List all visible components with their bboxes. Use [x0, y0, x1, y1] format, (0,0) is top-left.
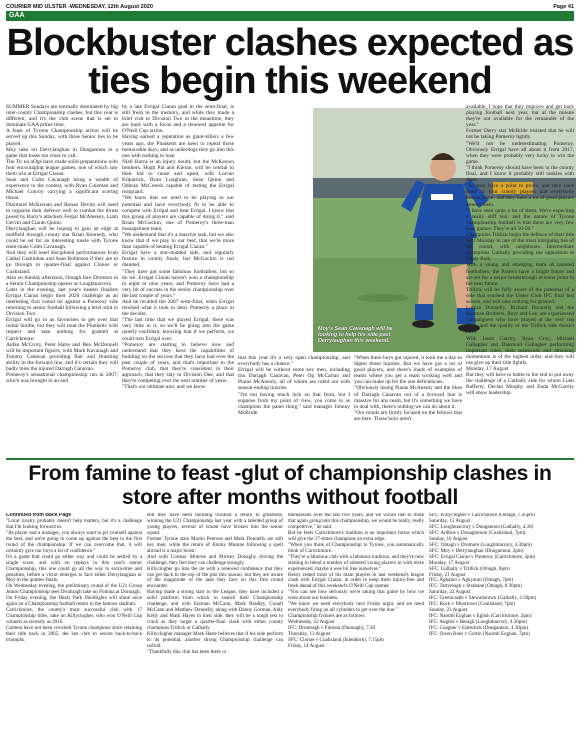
- paragraph: With a young and emerging team of talented footballers, the Pastors have a bright future and are set for a major breakthrough at some point in the near future.: [466, 262, 574, 287]
- paragraph: "We understand that it's a massive task, but we also know that if we play to our best, that we're more than capable of beating Errigal Ciaran.": [122, 231, 234, 251]
- article-column-3: [238, 355, 350, 455]
- paragraph: On Friday evening, the Healy Park floodlights will shine once again on a Championship football return to the famous stadium.: [6, 595, 142, 608]
- fixture-item: Saturday, 22 August: [429, 589, 471, 596]
- paragraph: Thursday, 13 August: [288, 631, 331, 638]
- paragraph: "Obviously losing Piaras McAnenly and the likes of Darragh Canavan out of a forward line is massive for any team, but it's something we have to deal with, there's nothing we can do about it.: [354, 385, 462, 410]
- paragraph: And they will need disciplined performances from Cathal Cashinhan and Sean Robinson if they are to go through to quarter-final against Clonoe or Coalisland.: [6, 250, 118, 275]
- fixture-item: SFC: Omagh v Dromore (Loughmacrory, 4.30pm): [429, 541, 532, 548]
- paragraph: Niall Burns is an injury doubt, but the McKeown brothers, Hugh Pat and Kieran, will be central to their bid to cause and upset, with Lorcan Kilpatrick, Ryan Loughran, Sean Quinn and Odhran McCreesh capable of testing the Errigal rearguard.: [122, 158, 234, 196]
- paragraph: "As player and a manager, you always want to pit yourself against the best, and we're going to come up against the best in the first round of the championship. If we can overcome that, it will certainly give our boys a lot of confidence.": [6, 529, 142, 554]
- paragraph: "Local rivalry probably doesn't help matters, but it's a challenge that I'm looking forward to.: [6, 517, 142, 530]
- paragraph: The Tir na nOgs have made solid preparations with four encouraging league games, one of which saw them win at Errigal Ciaran.: [6, 158, 118, 178]
- paragraph: "When you think of Championship in Tyrone, you automatically think of Carrickmore.: [288, 541, 424, 554]
- paragraph: It's a game that could go either way and could be settled by a single score, and with no replays in this year's senior Championship, this one could go all the way to extra-time and penalties, before a victor emerges to face either Derrylaughan or Moy in the quarter-finals.: [6, 553, 142, 584]
- paragraph: that this year it's a very open championship, and everybody has a chance.": [238, 355, 350, 368]
- paragraph: SFC: Clonoe v Coalisland (Edendork), 7.15pm: [288, 637, 384, 644]
- paragraph: Also on Sunday afternoon, Omagh face Dromore in a Senior Championship opener at Loughmacrory.: [6, 274, 118, 287]
- paragraph: Trillick will be fully aware of the potential of a side that reached the Ulster Club IFC final last season, and will take nothing for granted.: [466, 286, 574, 305]
- fixtures-list: [429, 513, 574, 735]
- paragraph: "Pomeroy are starting to believe now and understand that they have the capabilities of building on the success that they have had over the past couple of years, and that's important to the Pomeroy club, that they're consistent in their approach, that they stay in Division One, and that they're competing over the next number of years.: [122, 341, 234, 385]
- paragraph: "They're a fabulous club with a fabulous tradition, and they're now starting to blend a number of talented young players in with more experienced, maybe a wee bit like ourselves.": [288, 553, 424, 572]
- paragraph: Wednesday, 12 August: [288, 619, 335, 626]
- paragraph: "I have seen quite a lot of them. We're expecting a really stiff test, and the nature of Tyrone championship football is that there are very few easy games. They're all 50-50.": [466, 207, 574, 232]
- paragraph: On Wednesday evening, the preliminary round of the U21 Group Junior Championship sees Drumragh take on Fintona at Dunnagh.: [6, 583, 142, 596]
- paragraph: But he feels Carrickmore's tradition is an important factor which will give the 17-times champions an extra edge.: [288, 529, 424, 542]
- paragraph: A feast of Tyrone Championship action will be served up this Sunday, with three Senior ties to be played.: [6, 128, 118, 147]
- fixture-item: Sunday, 16 August: [429, 535, 468, 542]
- paragraph: "I think Pomeroy should have been in the county final, and I know it probably still rankles with them.: [466, 164, 574, 184]
- paragraph: "Thankfully this club has been there or: [147, 648, 227, 655]
- paragraph: "When these boys got injured, it took me a day to digest those injuries. But we have got a lot of good players, and there's loads of examples of teams where you get a team working well and you can make up for the one deficiencies.: [354, 355, 462, 386]
- paragraph: Champions Trillick begin the defence of their title next Monday in one of the most intriguing ties of the round, with neighbours Intermediate champions Galbally providing the opposition at Healy Park.: [466, 231, 574, 263]
- fixture-item: SFC: Moy v Derrylaughan (Dungannon, 2pm): [429, 547, 524, 554]
- paragraph: Errigal will be without some key men, including trio Darragh Canavan, Peter Og McCartan and Piaras McAnenly, all of whom are ruled out with season-ending injuries.: [238, 367, 350, 392]
- paragraph: "So they have a point to prove, and they have three or four county players that everybody knows about, and they have a lot of good players around them.: [466, 183, 574, 208]
- fixture-item: SFC: Ardboe v Donaghmore (Coalisland, 7pm): [429, 529, 526, 536]
- second-headline: From famine to feast -glut of championship clashes in store after months without football: [28, 462, 552, 509]
- publication-date: COURIER MID ULSTER -WEDNESDAY, 12th August 2020: [6, 3, 153, 10]
- paragraph: "They have got some fabulous footballers, but so do we. Errigal Ciaran haven't won a championship in eight or nine years, and Pomeroy have had a very bit of success in the senior championship over the last couple of years.": [122, 268, 234, 299]
- fixture-item: IFC: Coagher v Edendork (Dungannon, 4.30pm): [429, 625, 529, 632]
- fixture-item: IFC: Naomh Eoghan v Eglish (Carrickmore, 2pm): [429, 613, 532, 620]
- paragraph: Friday, 14 August: [288, 642, 325, 649]
- paragraph: IFC: Drumragh v Fintona (Dunnagh), 7.30: [288, 625, 376, 632]
- paragraph: But they will have to battle to the end to put away the challenge of a Galbally side for whom Liam Rafferty, Declan Murphy and Enda McGarrity will show leadership.: [466, 372, 574, 397]
- paragraph: Errigal have a star-studded side, and regularly feature in county finals, but McGuckin is not daunted.: [122, 250, 234, 269]
- paragraph: "I'm not having much luck on that front, but I suppose from my point of view, you come in as champions the panel thing," said manager Johnny McBride.: [238, 391, 350, 416]
- fixture-item: Saturday, 15 August: [429, 517, 471, 524]
- fixture-item: SFC: Galbally v Trillick (Omagh, 8pm): [429, 565, 510, 572]
- page-number: Page 41: [553, 3, 574, 10]
- paragraph: And with Cormac Munroe and Mickey Donaghy driving the challenge, they feel they can challenge strongly.: [147, 553, 283, 566]
- fixture-item: SFC: Killyclogher v Carrickmore (Omagh, 7.45pm): [429, 513, 535, 518]
- paragraph: Errigal will go in as favourites to get over that initial hurdle, but they will treat the Plunketts with respect and take nothing for granted at Carrickmore.: [6, 317, 118, 342]
- main-headline: Blockbuster clashes expected as ties begin this weekend: [6, 22, 574, 102]
- paragraph: Sean and Colm Cavanagh bring a wealth of experience to the contest, with Ryan Coleman and Michael Conroy carrying a significant scoring threat.: [6, 177, 118, 202]
- page-header: [6, 2, 574, 11]
- fixture-item: SFC: Loughmacrory v Dungannon (Galbally, 4.30): [429, 523, 534, 530]
- fixture-item: IFC: Rock v Moortown (Coalisland, 7pm): [429, 601, 516, 608]
- paragraph: Championship fixtures are as follows:: [288, 613, 366, 620]
- section-label: GAA: [6, 11, 574, 21]
- paragraph: "Our minds are firmly focused on the fellows that are here. Those boys aren't: [354, 409, 462, 422]
- photo-caption: Moy's Sean Cavanagh will be looking to help his side past Derrylaughan this weekend.: [318, 326, 393, 345]
- paragraph: "You can see how seriously we're taking that game by how we went about our business.: [288, 589, 424, 602]
- fixture-item: Monday, 17 August: [429, 559, 469, 566]
- paragraph: Having earned a reputation as giant-killers a few years ago, the Plunketts are keen to repeat those memorable days, and as underdogs they go into this one with nothing to lose.: [122, 134, 234, 159]
- bottom-column-3: [288, 513, 424, 735]
- paragraph: "We'll not be underestimating Pomeroy. Obviously Errigal have all about it from 2017, when they were probably very lucky to win the game.: [466, 140, 574, 165]
- paragraph: Monday, 17 August: [466, 366, 509, 373]
- paragraph: "That's our ultimate aim, and we know: [122, 384, 206, 391]
- paragraph: Aidan McCrory, Peter Harte and Ben McDonnell will be important figures, with Mark Kavanagh and Tommy Canavan providing flair and finishing ability in the forward line, and it's certain they will badly miss the injured Darragh Canavan.: [6, 341, 118, 373]
- paragraph: Killyclogher manager Mark Harte believes that if his side perform to its potential, another strong Championship challenge can unfold.: [147, 631, 283, 649]
- paragraph: "We know that we need to be playing to our potential and have everybody fit to be able to compete with Errigal and beat Errigal. I know that this group of players are capable of doing it," said Brian McGuckin, one of Pomeroy's three-man management team.: [122, 195, 234, 232]
- fixture-item: IFC: Owen Roes v Gortin (Naomh Eoghan, 7pm): [429, 631, 530, 638]
- article-column-4: [354, 355, 462, 455]
- paragraph: Killyclogher go into the tie with a renewed confidence that they can get back to the top of the pile this season, but they are aware of the magnitude of the task they face on this first round encounter.: [147, 565, 283, 590]
- fixture-item: IFC: Aghaloo v Aghyaran (Omagh, 7pm): [429, 577, 514, 584]
- fixture-item: Sunday, 23 August: [429, 607, 468, 614]
- paragraph: Henry rested most of his main players in last weekend's league clash with Errigal Ciaran, in order to keep them injury-free and fresh ahead of this weekend's O'Neill Cup opener.: [288, 571, 424, 590]
- fixture-item: IFC: Augher v Beragh (Loughmacrory, 4.30pm): [429, 619, 527, 626]
- paragraph: And he recalled the 2007 semi-final, when Errigal mocked what it took to deny Pomeroy a place in the decider.: [122, 299, 234, 318]
- paragraph: Derrylaughan will be hoping to gain an edge at midfield through county star Brian Kennedy, who could be set for an interesting tussle with Tyrone team-mate Colm Cavanagh.: [6, 225, 118, 251]
- paragraph: Lorcan Donnelly, Richard Donnelly and the Brennan Brothers, Rory and Lee, are experienced campaigners who have played at the very top level, and the quality of the Trillick side doesn't have.: [466, 305, 574, 336]
- fixture-item: SFC: Errigal Ciaran v Pomeroy (Carrickmore, 2pm): [429, 553, 536, 560]
- article-column-2: [122, 104, 234, 456]
- paragraph: "The last time that we played Errigal, there was very little in it, so we'll be going into the game quietly confident, knowing that if we perform, we could turn Errigal over.: [122, 317, 234, 342]
- section-divider: [6, 458, 574, 460]
- paragraph: Carrickmore, the county's most successful club with 17 Championship titles, take on Killyclogher, who won O'Neill Cup winners as recently as 2016.: [6, 607, 142, 626]
- continued-label: Continued from Back Page: [6, 513, 72, 518]
- paragraph: Moy take on Derrylaughan in Dungannon in a game that looks too close to call.: [6, 146, 118, 159]
- fixture-item: IFC: Tattyreagh v Strabane (Omagh, 8.30pm): [429, 583, 522, 590]
- paragraph: thereabouts over the last five years, and we would like to think that again going into this championship, we would be really, really competitive," he said.: [288, 513, 424, 530]
- fixture-item: IFC: Greencastle v Stewartstown (Galbally, 4.30pm): [429, 595, 537, 602]
- paragraph: Diarmuid McKernan and Ronan Devlin will need to organise their defence well to combat the threat posed by Barry's attackers Fergal McAleskey, Liam Gervin and Ciaran Quinn.: [6, 201, 118, 226]
- paragraph: "We know we need everybody next Friday night, and we need everybody firing on all cylinders to get over the line.": [288, 601, 424, 614]
- paragraph: SUMMER Sundays are normally dominated by big inter-county Championship clashes, but this year is different, and it's the club scene that is set to dominate GAA prime time.: [6, 104, 118, 129]
- paragraph: Later in the evening, last year's beaten finalists Errigal Ciaran begin their 2020 challenge as an interesting first round tie against a Pomeroy side returning to senior football following a brief stint in Division Two.: [6, 286, 118, 318]
- article-column-1: [6, 104, 118, 456]
- paragraph: With Jason Garrity, Ryan Gray, Michael Gallagher and Diarmuid Gallagher performing important roles, their teamwork and attacking momentum is of the highest order, and they will not give up their title lightly.: [466, 335, 574, 366]
- paragraph: Carmen have not been crowned Tyrone champions since retaining their title back in 2005, the last club to secure back-to-back triumphs.: [6, 625, 142, 644]
- article-column-5: [466, 104, 574, 456]
- paragraph: But they have been building towards a return to greatness, winning the U21 Championship last year with a talented group of young players, several of whom have broken into the senior squad.: [147, 513, 283, 536]
- bottom-column-2: [147, 513, 283, 735]
- paragraph: Having made a strong start to the League, they have included a solid platform from which to launch their Championship challenge, and with Eiernan McCann, Mark Bradley, Conall McCann and Matthew Donnelly, along with Danny Gorman, Aidy Kelly and Mark Hayes in their side, they will be a tough test to crack as they target a quarter-final clash with either county champions Trillick or Galbally.: [147, 589, 283, 632]
- paragraph: available, I hope that they improve and get back playing football next year, but at the minute they're not available for the remainder of the year.": [466, 104, 574, 129]
- fixture-item: Friday, 21 August: [429, 571, 466, 578]
- bottom-column-1: [6, 513, 142, 735]
- paragraph: Pomeroy's sensational championship run in 2007, which was brought to an end: [6, 372, 118, 385]
- paragraph: Former Tyrone stars Martin Penrose and Mark Donnelly are still key men, while the return of Jimmy Munroe following a spell abroad is a major boost.: [147, 535, 283, 554]
- paragraph: by a late Errigal Ciaran goal in the semi-final, is still fresh in the memory, and while they made a brief visit to Division Two in the meantime, they are back with a focus and a renewed appetite for O'Neill Cup action.: [122, 104, 234, 135]
- paragraph: Former Derry star McBride insisted that he will not be taking Pomeroy lightly.: [466, 128, 574, 141]
